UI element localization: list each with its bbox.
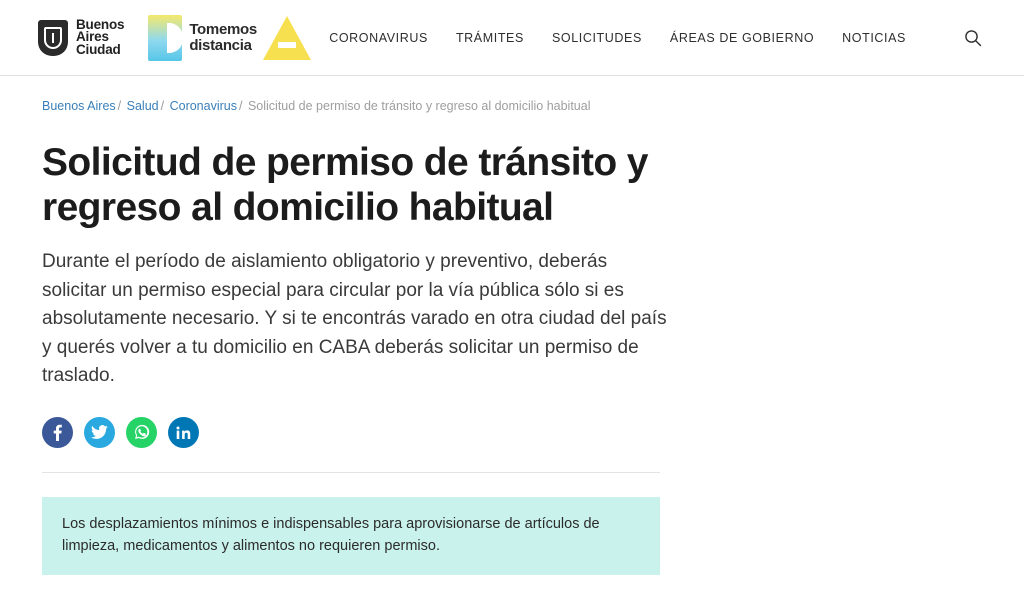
breadcrumb-item-salud[interactable]: Salud [126,99,159,113]
twitter-share-icon[interactable] [84,417,115,448]
campaign-line-1: Tomemos [189,20,257,38]
breadcrumb-separator: / [160,99,165,113]
social-share-bar [42,417,700,448]
breadcrumb-item-coronavirus[interactable]: Coronavirus [169,99,237,113]
notice-box: Los desplazamientos mínimos e indispensables para aprovisionarse de artículos de limpieza, medicamentos y alimentos no requieren permiso. [42,497,660,575]
breadcrumb-item-buenos-aires[interactable]: Buenos Aires [42,99,116,113]
site-header [0,0,1024,76]
breadcrumb-item-current: Solicitud de permiso de tránsito y regreso al domicilio habitual [247,99,591,113]
page-lead-paragraph: Durante el período de aislamiento obligatorio y preventivo, deberás solicitar un permiso especial para circular por la vía pública sólo si es absolutamente necesario. Y si te encontrás varado en otra ciudad del país y querés volver a tu domicilio en CABA deberás solicitar un permiso de traslado. [42,251,667,386]
logo-line-3: Ciudad [76,41,121,57]
breadcrumb-separator: / [238,99,243,113]
campaign-line-2: distancia [189,36,252,54]
main-navigation [329,27,984,49]
logo-text [76,16,125,57]
campaign-b-letter-icon [148,15,182,61]
breadcrumb [42,98,700,114]
buenos-aires-shield-icon [38,20,68,56]
linkedin-share-icon[interactable] [168,417,199,448]
campaign-a-letter-icon [263,16,311,60]
nav-item-coronavirus[interactable]: CORONAVIRUS [329,30,428,45]
nav-item-tramites[interactable]: TRÁMITES [455,30,524,45]
buenos-aires-ciudad-logo[interactable] [38,16,125,57]
nav-item-noticias[interactable]: NOTICIAS [842,30,906,45]
logo-line-2: Aires [76,29,109,45]
nav-item-solicitudes[interactable]: SOLICITUDES [551,30,642,45]
logo-line-1: Buenos [76,16,125,32]
breadcrumb-separator: / [117,99,122,113]
page-content [0,98,700,575]
facebook-share-icon[interactable] [42,417,73,448]
campaign-logo-tomemos-distancia[interactable] [148,15,311,61]
whatsapp-share-icon[interactable] [126,417,157,448]
campaign-text [189,22,257,54]
page-title: Solicitud de permiso de tránsito y regreso al domicilio habitual [42,141,648,229]
nav-item-areas-de-gobierno[interactable]: ÁREAS DE GOBIERNO [669,30,815,45]
brand-area[interactable] [38,15,311,61]
content-divider [42,472,660,473]
search-icon[interactable] [962,27,984,49]
